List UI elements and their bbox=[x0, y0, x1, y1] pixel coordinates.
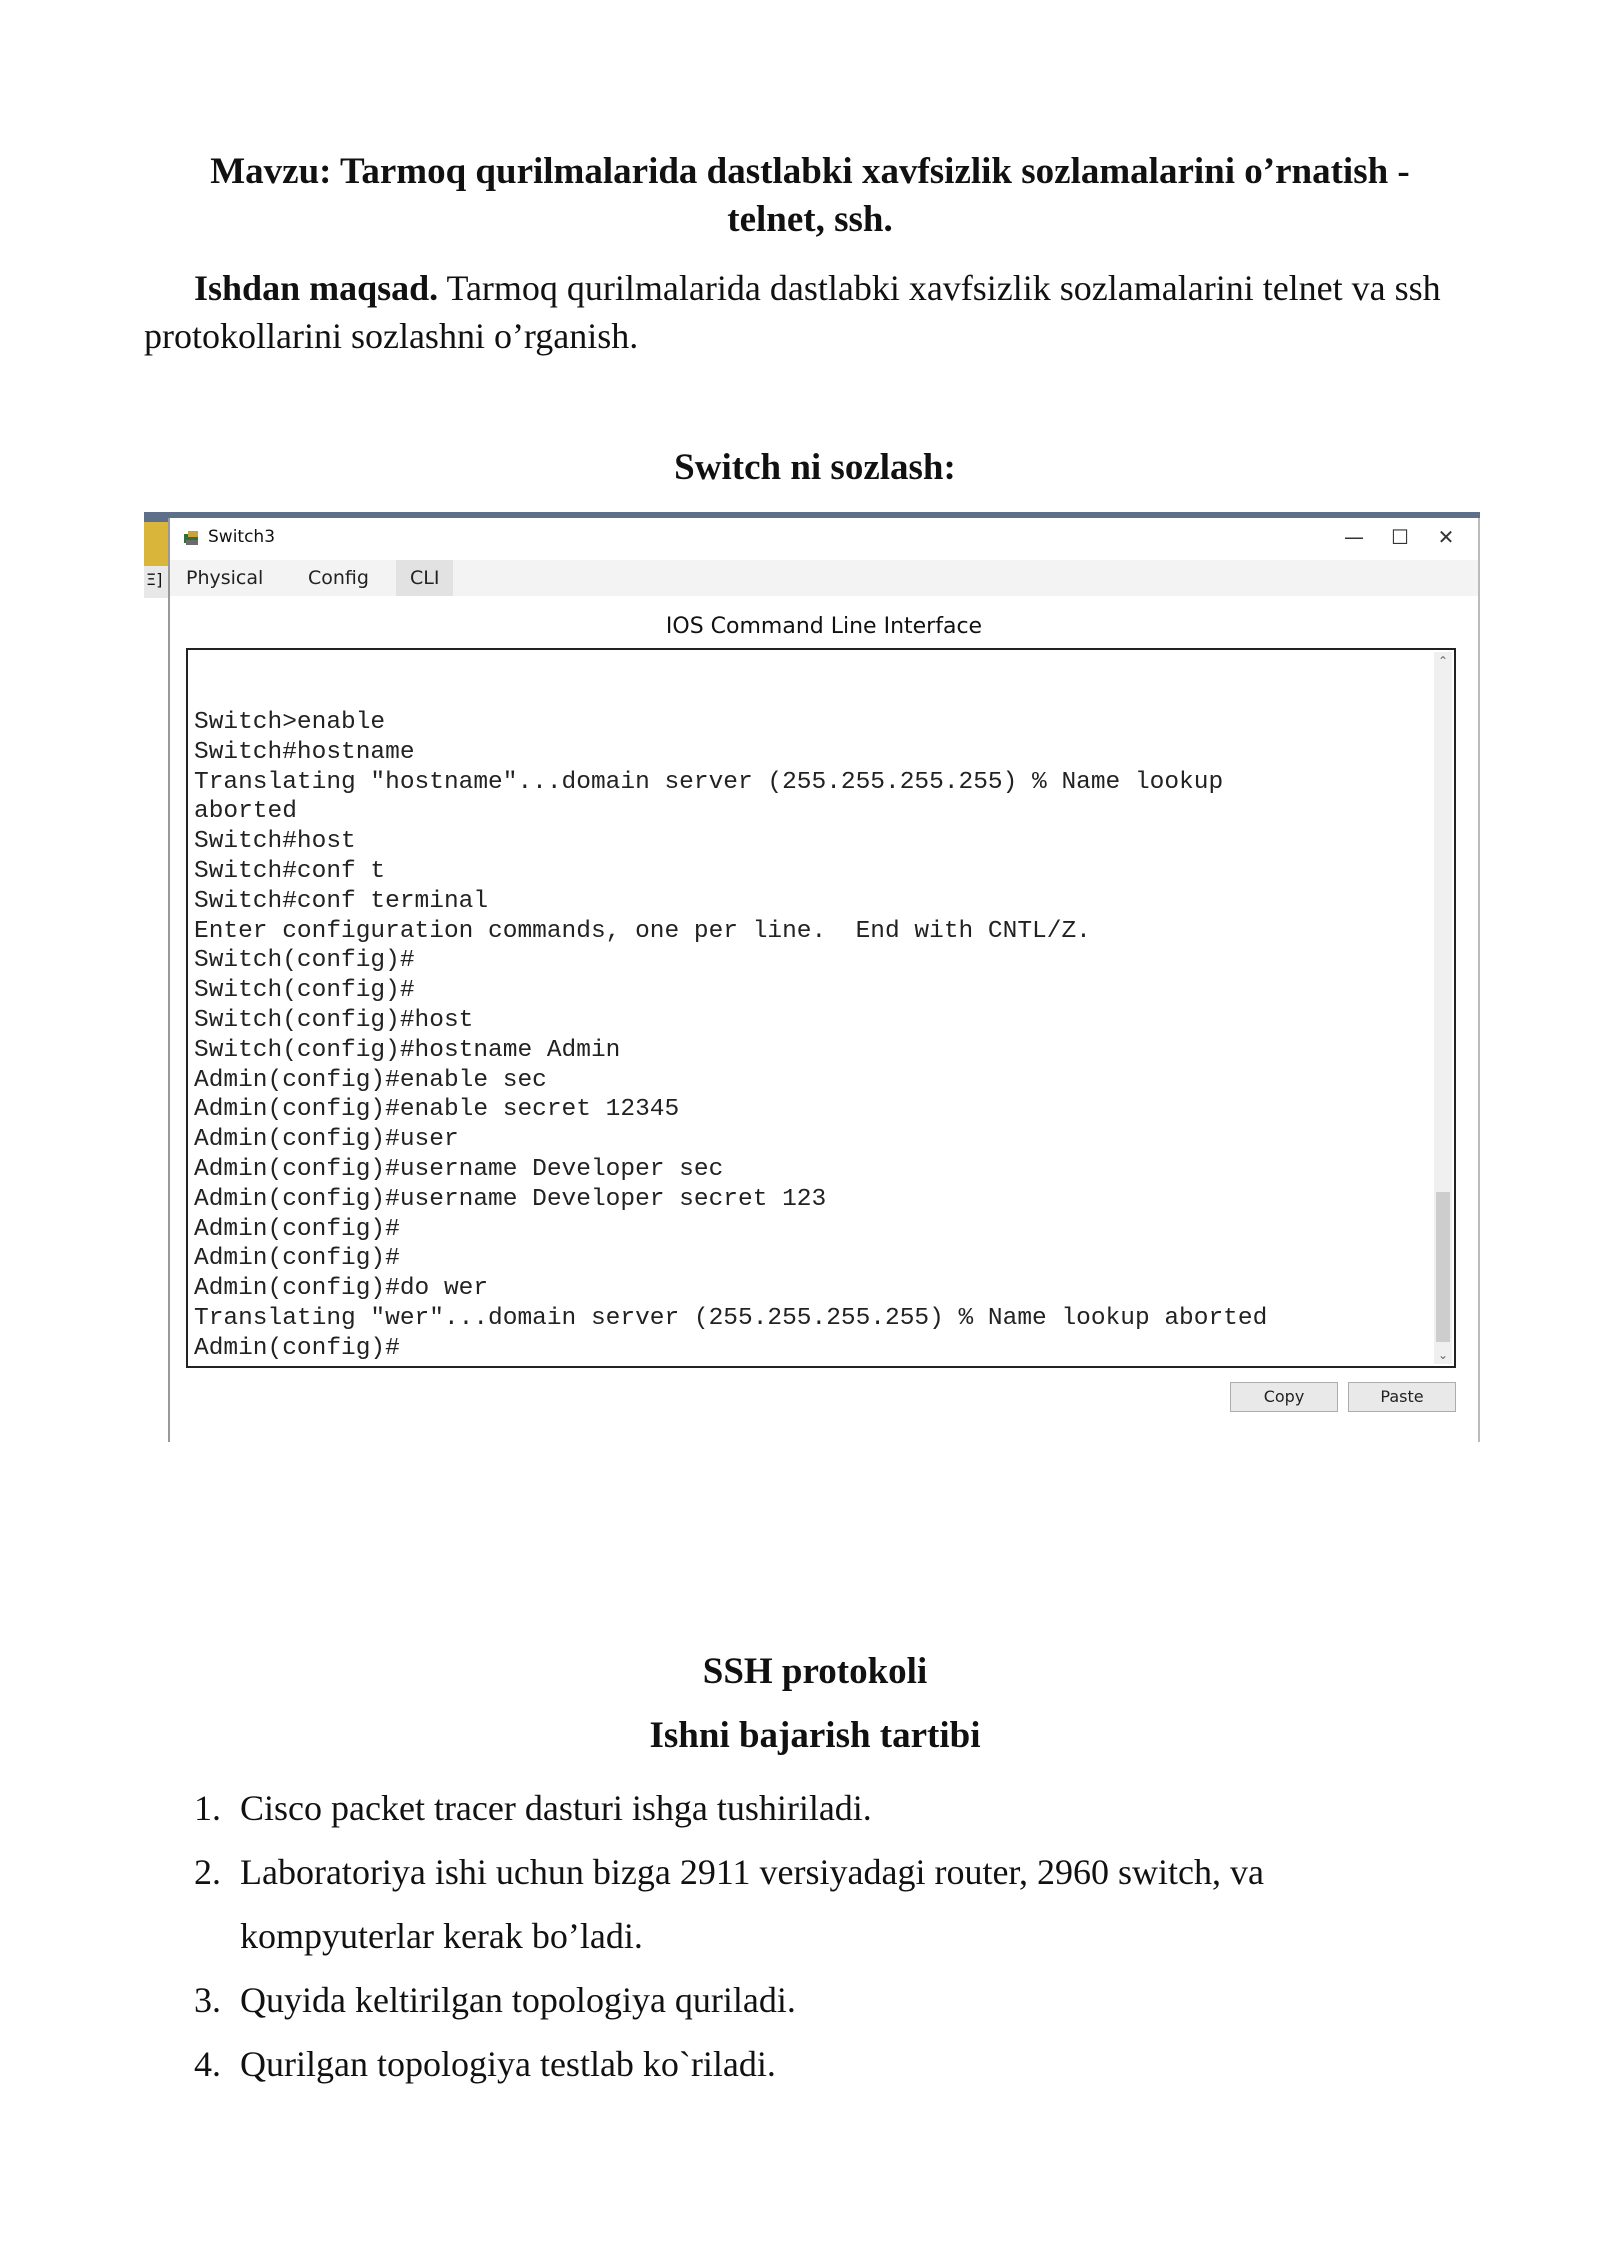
title-line-2: telnet, ssh. bbox=[727, 199, 893, 240]
list-item-number: 4. bbox=[194, 2044, 221, 2084]
cli-screenshot bbox=[144, 512, 1480, 1442]
terminal-line: Enter configuration commands, one per line. End with CNTL/Z. bbox=[194, 917, 1091, 945]
paste-button[interactable]: Paste bbox=[1348, 1382, 1456, 1412]
terminal-line: Admin(config)#enable sec bbox=[194, 1066, 547, 1094]
list-item-number: 2. bbox=[194, 1852, 221, 1892]
ssh-section-heading: SSH protokoli bbox=[702, 1651, 928, 1692]
terminal-line: Admin(config)# bbox=[194, 1245, 400, 1273]
device-tabs bbox=[170, 560, 1478, 596]
terminal-line: Switch(config)#host bbox=[194, 1006, 474, 1034]
terminal-line: Translating "wer"...domain server (255.255.255.255) % Name lookup aborted bbox=[194, 1304, 1268, 1332]
switch-app-icon bbox=[182, 528, 202, 548]
terminal-output[interactable] bbox=[186, 648, 1456, 1368]
order-section-heading: Ishni bajarish tartibi bbox=[649, 1715, 981, 1756]
list-item-text: Laboratoriya ishi uchun bizga 2911 versiyadagi router, 2960 switch, va bbox=[240, 1852, 1264, 1892]
terminal-line: Admin(config)#do wer bbox=[194, 1275, 489, 1303]
terminal-line: Admin(config)#enable secret 12345 bbox=[194, 1096, 680, 1124]
terminal-line: Admin(config)# bbox=[194, 1334, 400, 1362]
maximize-button[interactable]: ☐ bbox=[1391, 525, 1409, 549]
terminal-scrollbar[interactable] bbox=[1434, 652, 1452, 1364]
scroll-down-icon[interactable]: ⌄ bbox=[1437, 1348, 1449, 1362]
terminal-line: Admin(config)#username Developer sec bbox=[194, 1155, 724, 1183]
window-titlebar bbox=[170, 518, 1478, 558]
terminal-line: Switch#hostname bbox=[194, 738, 415, 766]
minimize-button[interactable]: — bbox=[1344, 525, 1364, 549]
list-item-number: 3. bbox=[194, 1980, 221, 2020]
terminal-line: Admin(config)# bbox=[194, 1215, 400, 1243]
list-item-number: 1. bbox=[194, 1788, 221, 1828]
background-toolbar-icon bbox=[144, 522, 168, 566]
scroll-thumb[interactable] bbox=[1436, 1192, 1450, 1342]
terminal-line: Translating "hostname"...domain server (255.255.255.255) % Name lookup bbox=[194, 768, 1224, 796]
goal-label: Ishdan maqsad. bbox=[194, 268, 439, 308]
list-item-text: Cisco packet tracer dasturi ishga tushiriladi. bbox=[240, 1788, 872, 1828]
window-title: Switch3 bbox=[208, 527, 276, 547]
terminal-line: Switch>enable bbox=[194, 709, 386, 736]
terminal-line: Switch(config)# bbox=[194, 977, 415, 1005]
list-item bbox=[194, 2032, 1394, 2096]
scroll-up-icon[interactable]: ⌃ bbox=[1437, 654, 1449, 668]
list-item-text: kompyuterlar kerak bo’ladi. bbox=[240, 1916, 643, 1956]
close-button[interactable]: ✕ bbox=[1437, 525, 1455, 549]
background-side-tab: Ξ] bbox=[144, 566, 169, 598]
list-item bbox=[194, 1840, 1394, 1904]
terminal-line: aborted bbox=[194, 798, 297, 826]
page-title bbox=[200, 148, 1420, 244]
copy-button[interactable]: Copy bbox=[1230, 1382, 1338, 1412]
terminal-line: Switch#host bbox=[194, 828, 356, 856]
terminal-line: Switch#conf t bbox=[194, 857, 386, 885]
switch-section-heading: Switch ni sozlash: bbox=[674, 447, 956, 488]
goal-paragraph bbox=[144, 264, 1484, 360]
tab-config[interactable]: Config bbox=[308, 567, 369, 589]
terminal-line: Switch(config)# bbox=[194, 947, 415, 975]
terminal-lines bbox=[194, 708, 1424, 1364]
terminal-line: Admin(config)#username Developer secret 123 bbox=[194, 1185, 827, 1213]
switch-window bbox=[168, 518, 1480, 1442]
list-item bbox=[194, 1776, 1394, 1840]
cli-heading: IOS Command Line Interface bbox=[665, 614, 983, 639]
title-line-1: Mavzu: Tarmoq qurilmalarida dastlabki xavfsizlik sozlamalarini o’rnatish - bbox=[210, 151, 1410, 192]
terminal-line: Switch#conf terminal bbox=[194, 887, 489, 915]
list-item bbox=[194, 1968, 1394, 2032]
steps-list bbox=[194, 1776, 1394, 2096]
list-item bbox=[194, 1904, 1394, 1968]
terminal-line: Switch(config)#hostname Admin bbox=[194, 1036, 621, 1064]
tab-cli[interactable]: CLI bbox=[396, 560, 453, 596]
terminal-line: Admin(config)#user bbox=[194, 1126, 459, 1154]
list-item-text: Quyida keltirilgan topologiya quriladi. bbox=[240, 1980, 796, 2020]
goal-text: Tarmoq qurilmalarida dastlabki xavfsizlik sozlamalarini telnet va ssh protokollarini sozlashni o’rganish. bbox=[144, 268, 1441, 356]
tab-physical[interactable]: Physical bbox=[186, 567, 264, 589]
list-item-text: Qurilgan topologiya testlab ko`riladi. bbox=[240, 2044, 776, 2084]
